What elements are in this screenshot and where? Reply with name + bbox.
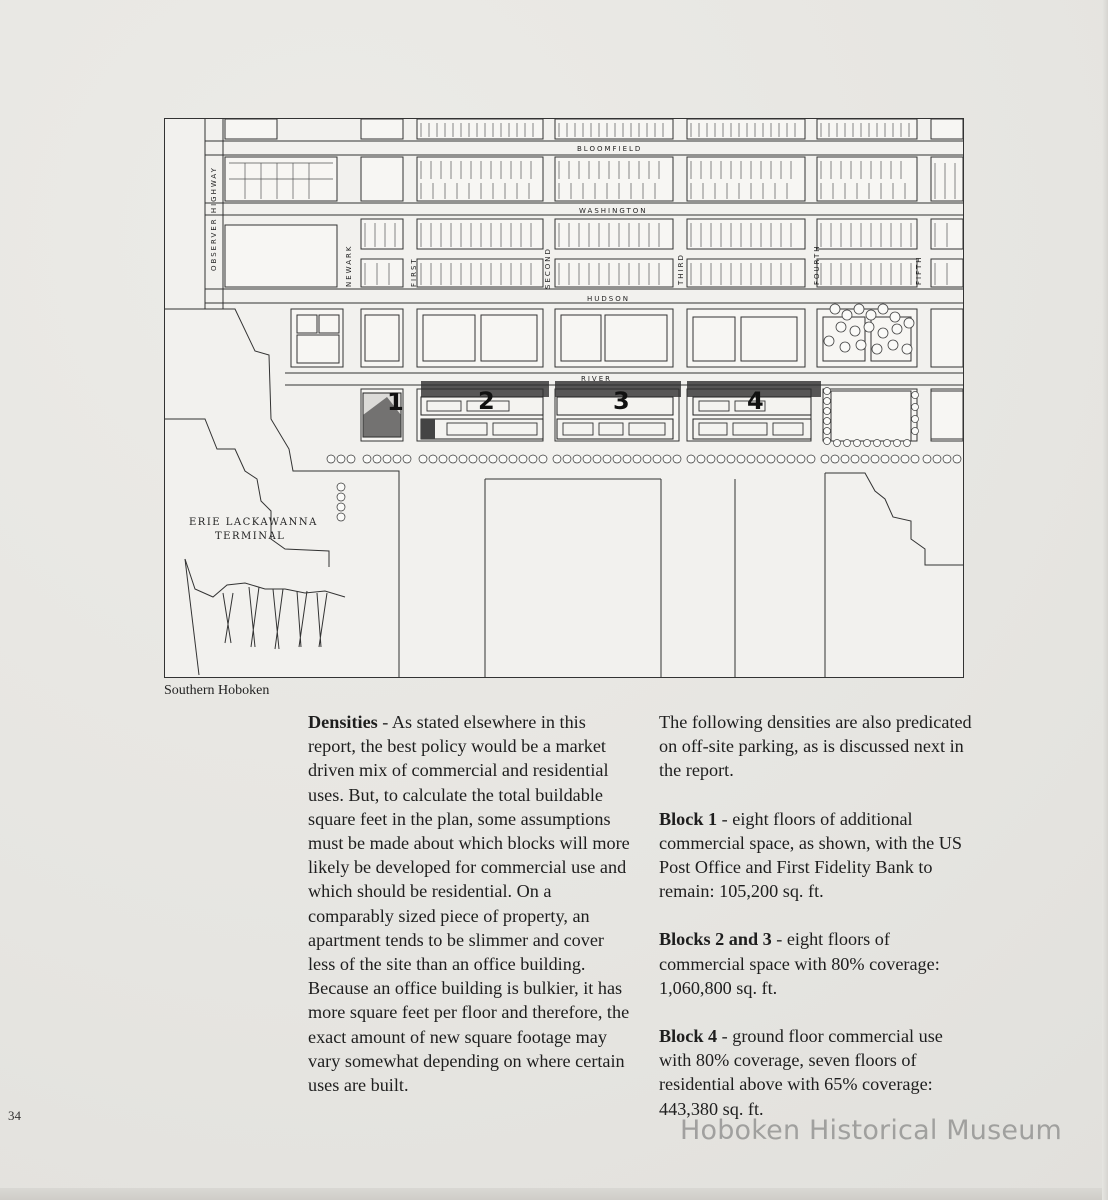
- densities-paragraph: [308, 710, 630, 1097]
- block-number-4: 4: [747, 387, 764, 415]
- intro-paragraph: The following densities are also predicated on off-site parking, as is discussed next in the report.: [659, 712, 972, 781]
- label-first: FIRST: [410, 257, 418, 287]
- block-number-2: 2: [478, 387, 495, 415]
- label-terminal-line2: TERMINAL: [215, 531, 286, 542]
- blocks-2-3-text: - eight floors of commercial space with 80% coverage: 1,060,800 sq. ft.: [659, 929, 940, 998]
- watermark: Hoboken Historical Museum: [680, 1115, 1063, 1146]
- label-observer-highway: OBSERVER HIGHWAY: [210, 166, 218, 271]
- label-fifth: FIFTH: [915, 255, 923, 285]
- block-number-1: 1: [387, 388, 404, 416]
- label-newark: NEWARK: [345, 244, 353, 287]
- label-river: RIVER: [581, 375, 613, 383]
- label-bloomfield: BLOOMFIELD: [577, 145, 643, 153]
- label-second: SECOND: [544, 247, 552, 289]
- blocks-2-3-heading: Blocks 2 and 3: [659, 929, 772, 950]
- map-caption: Southern Hoboken: [164, 683, 270, 698]
- densities-text: - As stated elsewhere in this report, the best policy would be a market driven mix of commercial and residential uses. But, to calculate the total buildable square feet in the plan, some assumptions must be made about which blocks will more likely be developed for commercial use and which should be residential. On a comparably sized piece of property, an apartment tends to be slimmer and cover less of the site than an office building. Because an office building is bulkier, it has more square feet per floor and therefore, the exact amount of new square footage may vary somewhat depending on where certain uses are built.: [308, 712, 630, 1096]
- label-hudson: HUDSON: [587, 295, 630, 303]
- southern-hoboken-map: [164, 118, 964, 678]
- block-number-3: 3: [613, 387, 630, 415]
- label-terminal-line1: ERIE LACKAWANNA: [189, 517, 318, 528]
- block-4-paragraph: [659, 1024, 977, 1121]
- block-4-heading: Block 4: [659, 1026, 718, 1047]
- page-right-edge: [1102, 0, 1108, 1200]
- page-bottom-edge: [0, 1188, 1108, 1200]
- block-1-text: - eight floors of additional commercial space, as shown, with the US Post Office and First Fidelity Bank to remain: 105,200 sq. ft.: [659, 808, 963, 902]
- label-washington: WASHINGTON: [579, 207, 648, 215]
- page-number: 34: [8, 1108, 21, 1123]
- label-fourth: FOURTH: [813, 244, 821, 285]
- label-third: THIRD: [677, 253, 685, 285]
- blocks-2-3-paragraph: [659, 927, 977, 1000]
- block-1-heading: Block 1: [659, 808, 718, 829]
- block-4-text: - ground floor commercial use with 80% coverage, seven floors of residential above with 65% coverage: 443,380 sq. ft.: [659, 1026, 943, 1119]
- block-1-paragraph: [659, 807, 977, 904]
- densities-column: [308, 710, 630, 1097]
- densities-heading: Densities: [308, 712, 378, 732]
- block-densities-column: [659, 710, 977, 1121]
